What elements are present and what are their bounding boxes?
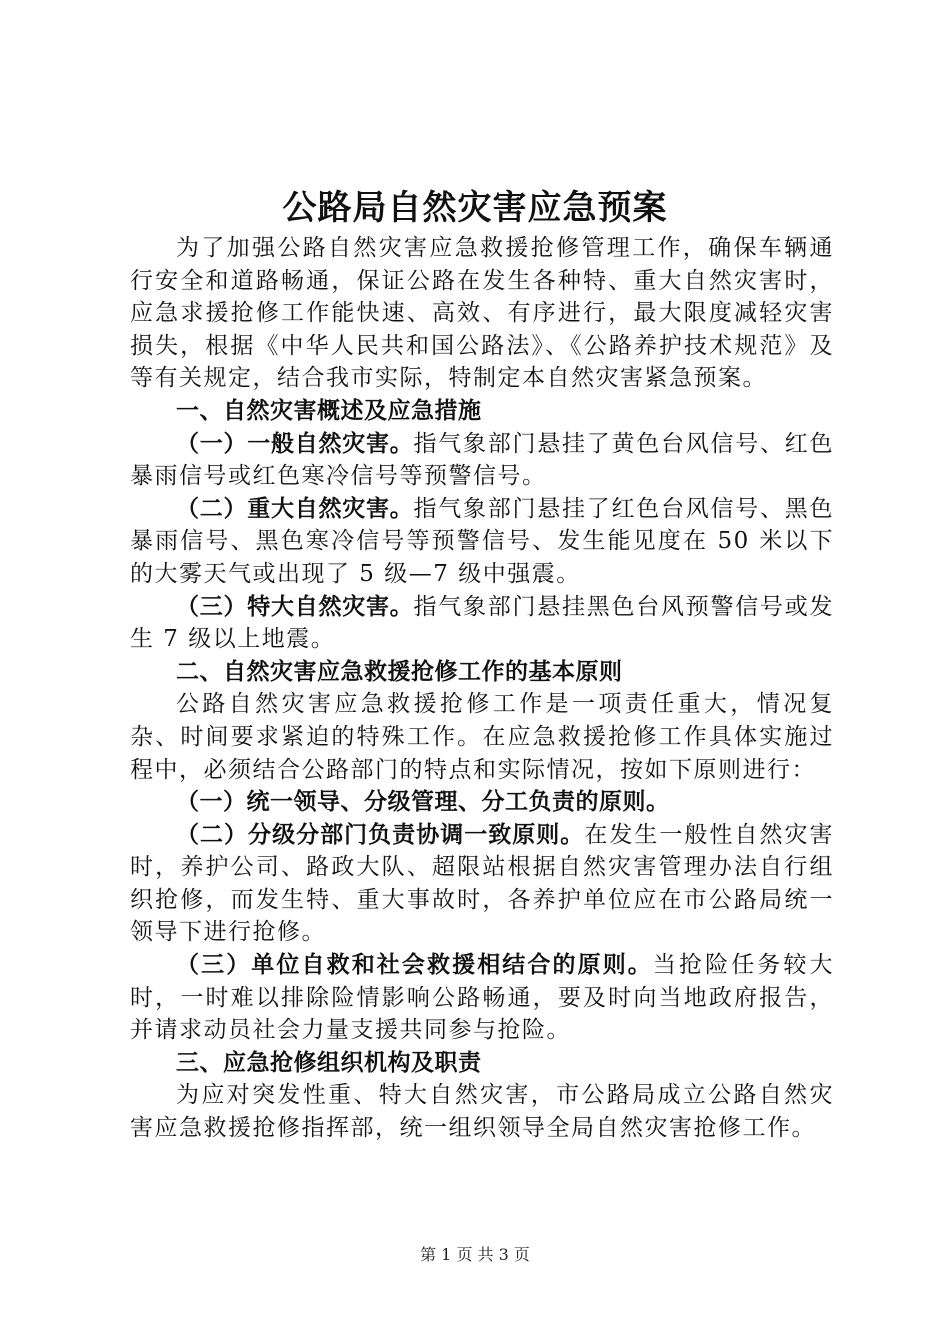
- section-2-item-3: [130, 949, 834, 1047]
- section-1-item-1: [130, 428, 834, 493]
- section-1-item-3-text: 指气象部门悬挂黑色台风预警信号或发生 7 级以上地震。: [130, 593, 834, 653]
- section-2-paragraph: 公路自然灾害应急救援抢修工作是一项责任重大，情况复杂、时间要求紧迫的特殊工作。在应急救援抢修工作具体实施过程中，必须结合公路部门的特点和实际情况，按如下原则进行：: [130, 691, 834, 783]
- section-3-heading: 三、应急抢修组织机构及职责: [176, 1049, 482, 1076]
- section-3-paragraph: 为应对突发性重、特大自然灾害，市公路局成立公路自然灾害应急救援抢修指挥部，统一组织领导全局自然灾害抢修工作。: [130, 1082, 834, 1142]
- section-2-heading: 二、自然灾害应急救援抢修工作的基本原则: [176, 658, 623, 685]
- section-1-item-2-lead: （二）重大自然灾害。: [176, 495, 414, 522]
- section-2-item-2-lead: （二）分级分部门负责协调一致原则。: [176, 821, 585, 848]
- section-1-item-3-lead: （三）特大自然灾害。: [176, 593, 414, 620]
- section-2-item-2-text: 在发生一般性自然灾害时，养护公司、路政大队、超限站根据自然灾害管理办法自行组织抢修，而发生特、重大事故时，各养护单位应在市公路局统一领导下进行抢修。: [130, 821, 835, 946]
- section-1-item-2-text: 指气象部门悬挂了红色台风信号、黑色暴雨信号、黑色寒冷信号等预警信号、发生能见度在 50 米以下的大雾天气或出现了 5 级—7 级中强震。: [130, 495, 834, 587]
- section-1-item-3: [130, 591, 834, 656]
- section-1-item-1-text: 指气象部门悬挂了黄色台风信号、红色暴雨信号或红色寒冷信号等预警信号。: [130, 430, 834, 490]
- section-1-item-1-lead: （一）一般自然灾害。: [176, 430, 414, 457]
- section-2-item-3-text: 当抢险任务较大时，一时难以排除险情影响公路畅通，要及时向当地政府报告，并请求动员社会力量支援共同参与抢险。: [130, 952, 835, 1044]
- section-2-item-3-lead: （三）单位自救和社会救援相结合的原则。: [176, 952, 653, 979]
- page-footer: 第 1 页 共 3 页: [420, 1245, 530, 1264]
- document-body: [130, 232, 834, 1145]
- section-2-item-2: [130, 819, 834, 949]
- intro-paragraph: 为了加强公路自然灾害应急救援抢修管理工作，确保车辆通行安全和道路畅通，保证公路在发生各种特、重大自然灾害时，应急求援抢修工作能快速、高效、有序进行，最大限度减轻灾害损失，根据《中华人民共和国公路法》、《公路养护技术规范》及等有关规定，结合我市实际，特制定本自然灾害紧急预案。: [130, 235, 834, 392]
- section-1-heading: 一、自然灾害概述及应急措施: [176, 397, 482, 424]
- document-title: 公路局自然灾害应急预案: [282, 188, 668, 228]
- section-2-item-1: [130, 786, 834, 819]
- section-1-item-2: [130, 493, 834, 591]
- section-2-item-1-lead: （一）统一领导、分级管理、分工负责的原则。: [176, 789, 670, 816]
